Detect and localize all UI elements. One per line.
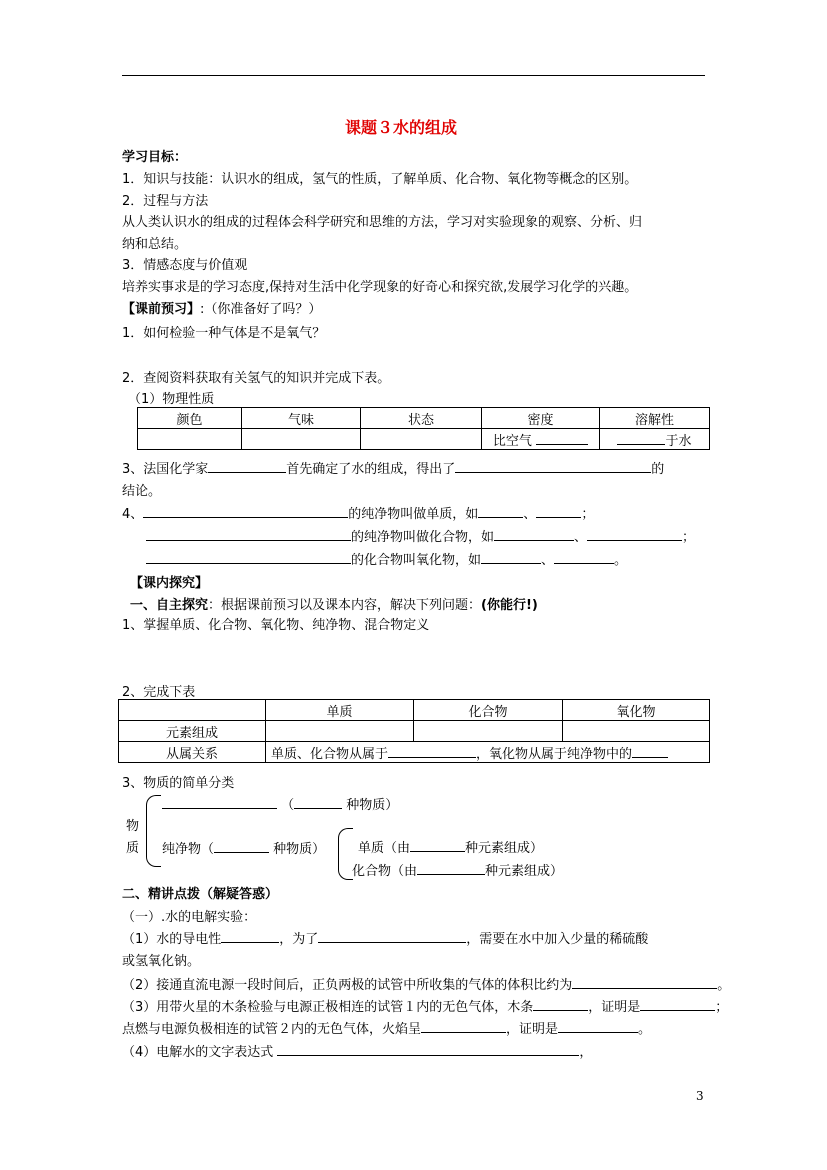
goal-line-4: 纳和总结。	[122, 237, 188, 252]
preview-q3-line2: 结论。	[122, 484, 162, 499]
explain-sub: （一）.水的电解实验：	[122, 910, 257, 925]
th-element: 单质	[266, 700, 414, 721]
inclass-i3: 3、物质的简单分类	[122, 776, 235, 791]
header-rule	[122, 75, 705, 76]
element-line: 单质（由 种元素组成）	[358, 837, 543, 856]
preview-q2-sub: （1）物理性质	[128, 392, 215, 407]
explain-e1-cont: 或氢氧化钠。	[122, 954, 201, 969]
inclass-s1: 一、自主探究：根据课前预习以及课本内容，解决下列问题：(你能行!)	[130, 598, 538, 613]
th-compound: 化合物	[414, 700, 563, 721]
blank[interactable]	[481, 550, 541, 564]
inner-brace	[338, 828, 353, 880]
matter-char-2: 质	[126, 841, 140, 856]
preview-q3-line1: 3、法国化学家 首先确定了水的组成，得出了 的	[122, 458, 664, 477]
explain-e1: （1）水的导电性 ，为了 ，需要在水中加入少量的稀硫酸	[122, 928, 648, 947]
blank[interactable]	[455, 459, 651, 473]
cell-smell[interactable]	[242, 429, 361, 450]
blank[interactable]	[221, 929, 279, 943]
blank[interactable]	[617, 431, 665, 445]
explain-e4: （4）电解水的文字表达式 ，	[122, 1041, 592, 1060]
cell-element-comp[interactable]	[266, 721, 414, 742]
inclass-heading: 【课内探究】	[130, 576, 209, 591]
blank[interactable]	[536, 504, 581, 518]
cell-oxide-comp[interactable]	[563, 721, 710, 742]
compound-line: 化合物（由 种元素组成）	[352, 860, 563, 879]
th-solubility: 溶解性	[600, 408, 710, 429]
preview-heading-suffix: :（你准备好了吗？）	[200, 302, 322, 317]
explain-e3-cont: 点燃与电源负极相连的试管２内的无色气体，火焰呈 ，证明是 。	[122, 1018, 651, 1037]
blank[interactable]	[494, 527, 574, 541]
th-oxide: 氧化物	[563, 700, 710, 721]
goal-line-6: 培养实事求是的学习态度,保持对生活中化学现象的好奇心和探究欲,发展学习化学的兴趣。	[122, 280, 638, 295]
cell-state[interactable]	[361, 429, 482, 450]
goal-line-1: 1．知识与技能：认识水的组成，氢气的性质，了解单质、化合物、氧化物等概念的区别。	[122, 172, 638, 187]
explain-e3: （3）用带火星的木条检验与电源正极相连的试管１内的无色气体，木条 ，证明是 ；	[122, 996, 728, 1015]
th-density: 密度	[482, 408, 600, 429]
blank[interactable]	[208, 459, 286, 473]
cell-compound-comp[interactable]	[414, 721, 563, 742]
blank[interactable]	[146, 550, 351, 564]
cell-solubility[interactable]: 于水	[600, 429, 710, 450]
classification-table	[118, 699, 710, 763]
explain-heading: 二、精讲点拨（解疑答惑）	[122, 887, 279, 902]
blank[interactable]	[587, 527, 682, 541]
goal-line-5: 3．情感态度与价值观	[122, 258, 248, 273]
cell-relationship: 单质、化合物从属于 ，氧化物从属于纯净物中的	[266, 742, 710, 763]
th-color: 颜色	[138, 408, 242, 429]
mixture-line: （ 种物质）	[162, 794, 398, 813]
physical-properties-table	[137, 407, 710, 450]
blank[interactable]	[143, 504, 348, 518]
blank[interactable]	[277, 1042, 579, 1056]
blank[interactable]	[318, 929, 466, 943]
blank[interactable]	[388, 744, 476, 758]
blank[interactable]	[558, 1019, 638, 1033]
goal-line-2: 2．过程与方法	[122, 194, 209, 209]
preview-q4-line2: 的纯净物叫做化合物，如 、 ；	[146, 526, 695, 545]
matter-char-1: 物	[126, 819, 140, 834]
goal-line-3: 从人类认识水的组成的过程体会科学研究和思维的方法，学习对实验现象的观察、分析、归	[122, 215, 643, 230]
inclass-i1: 1、掌握单质、化合物、氧化物、纯净物、混合物定义	[122, 618, 430, 633]
preview-q4-line3: 的化合物叫氧化物，如 、 。	[146, 549, 627, 568]
preview-q2: 2．查阅资料获取有关氢气的知识并完成下表。	[122, 371, 391, 386]
pure-line: 纯净物（ 种物质）	[162, 838, 325, 857]
t2-corner	[119, 700, 266, 721]
goals-heading: 学习目标：	[122, 150, 188, 165]
cell-density[interactable]: 比空气	[482, 429, 600, 450]
blank[interactable]	[632, 744, 668, 758]
blank[interactable]	[417, 861, 485, 875]
blank[interactable]	[478, 504, 523, 518]
blank[interactable]	[533, 997, 588, 1011]
blank[interactable]	[572, 975, 717, 989]
preview-heading-line	[122, 298, 321, 317]
page-number: 3	[696, 1089, 704, 1103]
inclass-i2: 2、完成下表	[122, 685, 196, 700]
blank[interactable]	[536, 431, 588, 445]
blank[interactable]	[554, 550, 614, 564]
blank[interactable]	[421, 1019, 506, 1033]
blank[interactable]	[410, 838, 465, 852]
blank[interactable]	[294, 795, 342, 809]
row-relationship: 从属关系	[119, 742, 266, 763]
th-state: 状态	[361, 408, 482, 429]
page-title: 课题３水的组成	[345, 118, 458, 137]
th-smell: 气味	[242, 408, 361, 429]
blank[interactable]	[162, 795, 277, 809]
explain-e2: （2）接通直流电源一段时间后，正负两极的试管中所收集的气体的体积比约为 。	[122, 974, 730, 993]
blank[interactable]	[640, 997, 715, 1011]
blank[interactable]	[146, 527, 351, 541]
blank[interactable]	[214, 839, 269, 853]
row-composition: 元素组成	[119, 721, 266, 742]
preview-q1: 1．如何检验一种气体是不是氧气？	[122, 326, 326, 341]
outer-brace	[146, 795, 161, 867]
cell-color[interactable]	[138, 429, 242, 450]
preview-q4-line1: 4、 的纯净物叫做单质，如 、 ；	[122, 503, 594, 522]
preview-heading: 【课前预习】	[122, 302, 201, 317]
